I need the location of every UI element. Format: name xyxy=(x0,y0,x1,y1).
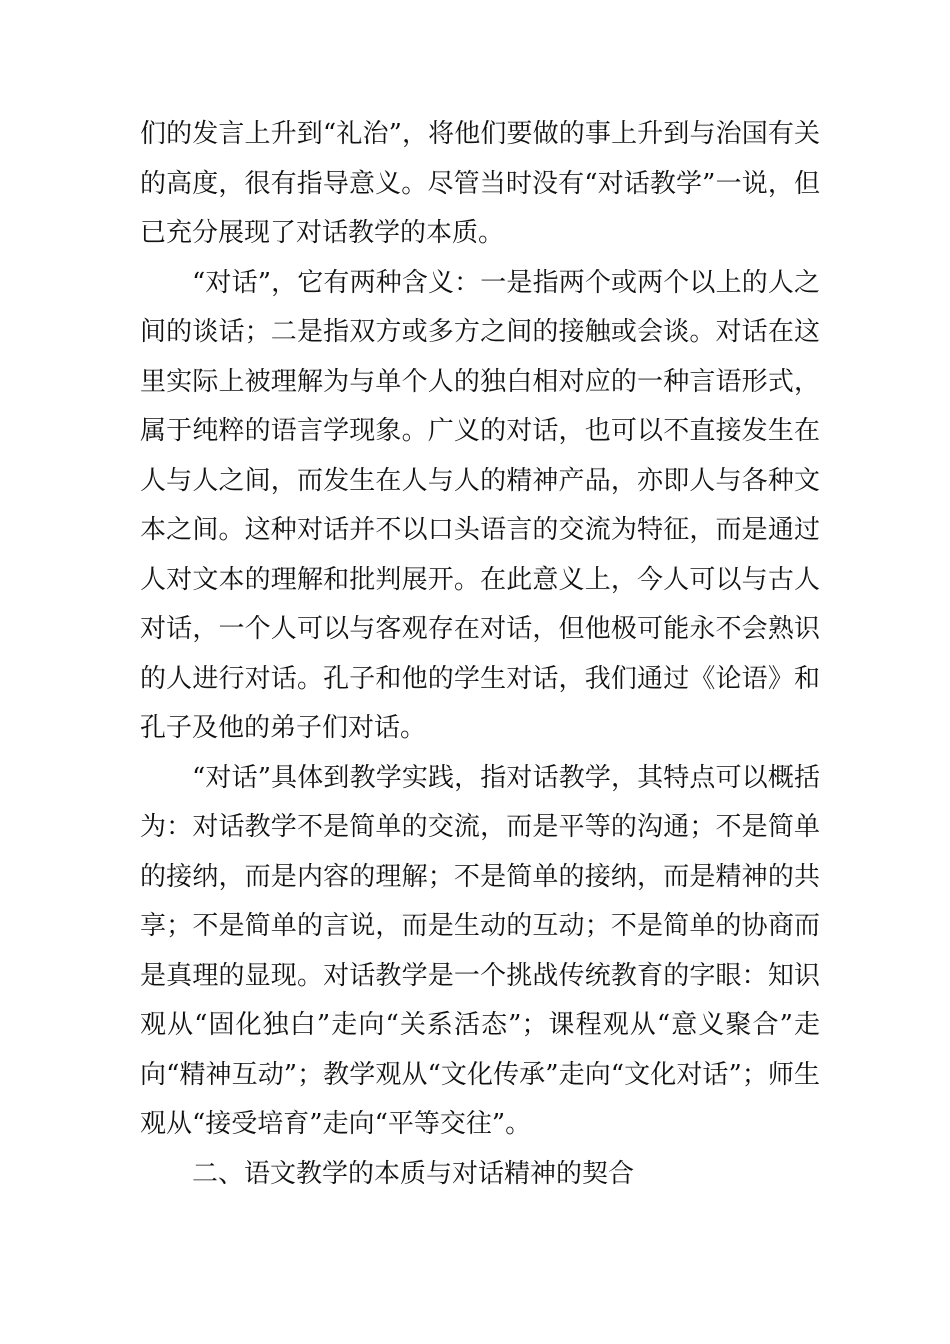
paragraph-dialogue-teaching: “对话”具体到教学实践，指对话教学，其特点可以概括为：对话教学不是简单的交流，而是平等的沟通；不是简单的接纳，而是内容的理解；不是简单的接纳，而是精神的共享；不是简单的言说，而是生动的互动；不是简单的协商而是真理的显现。对话教学是一个挑战传统教育的字眼：知识观从“固化独白”走向“关系活态”；课程观从“意义聚合”走向“精神互动”；教学观从“文化传承”走向“文化对话”；师生观从“接受培育”走向“平等交往”。 xyxy=(140,762,820,1139)
paragraph-dialogue-meaning: “对话”，它有两种含义：一是指两个或两个以上的人之间的谈话；二是指双方或多方之间的接触或会谈。对话在这里实际上被理解为与单个人的独白相对应的一种言语形式，属于纯粹的语言学现象。广义的对话，也可以不直接发生在人与人之间，而发生在人与人的精神产品，亦即人与各种文本之间。这种对话并不以口头语言的交流为特征，而是通过人对文本的理解和批判展开。在此意义上，今人可以与古人对话，一个人可以与客观存在对话，但他极可能永不会熟识的人进行对话。孔子和他的学生对话，我们通过《论语》和孔子及他的弟子们对话。 xyxy=(140,267,820,743)
document-body xyxy=(140,110,820,1199)
paragraph-continuation: 们的发言上升到“礼治”，将他们要做的事上升到与治国有关的高度，很有指导意义。尽管当时没有“对话教学”一说，但已充分展现了对话教学的本质。 xyxy=(140,119,820,248)
section-heading: 二、语文教学的本质与对话精神的契合 xyxy=(192,1158,635,1189)
